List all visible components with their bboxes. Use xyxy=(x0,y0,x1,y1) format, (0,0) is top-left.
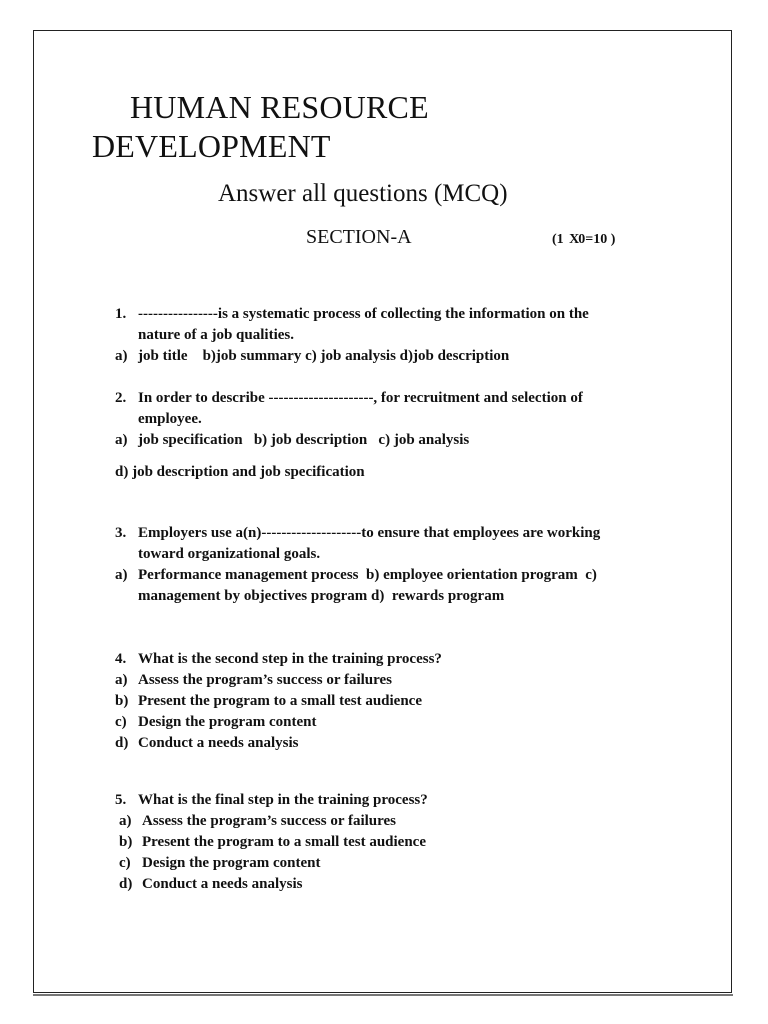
option-row xyxy=(115,691,442,712)
option-label: a) xyxy=(115,348,128,364)
option-label: c) xyxy=(119,855,131,871)
option-row xyxy=(119,832,432,853)
stem-line: What is the second step in the training process? xyxy=(138,651,442,667)
stem-line: ----------------is a systematic process of collecting the information on the xyxy=(138,306,589,322)
question-stem xyxy=(115,304,589,346)
option-row xyxy=(115,670,442,691)
option-row xyxy=(115,565,600,607)
title-line-1: HUMAN RESOURCE xyxy=(130,89,429,125)
option-label: a) xyxy=(119,813,132,829)
question-number: 1. xyxy=(115,306,127,322)
title-line-2: DEVELOPMENT xyxy=(92,128,331,164)
option-text: Assess the program’s success or failures xyxy=(138,672,393,688)
stem-line: What is the final step in the training process? xyxy=(138,792,428,808)
option-row xyxy=(115,712,442,733)
question-2 xyxy=(115,388,583,451)
question-stem xyxy=(115,388,583,430)
option-row xyxy=(119,811,432,832)
marks-allocation xyxy=(552,232,615,248)
question-5 xyxy=(115,790,428,895)
option-text: job specification b) job description c) job analysis xyxy=(138,432,470,448)
option-label: a) xyxy=(115,672,128,688)
option-label: c) xyxy=(115,714,127,730)
question-2-option-d: d) job description and job specification xyxy=(115,464,365,480)
option-text: Conduct a needs analysis xyxy=(142,876,303,892)
question-number: 2. xyxy=(115,390,127,406)
stem-line: In order to describe ---------------------, for recruitment and selection of xyxy=(138,390,583,406)
option-row xyxy=(115,430,583,451)
stem-line: employee. xyxy=(138,411,202,427)
question-3 xyxy=(115,523,600,607)
option-text: Conduct a needs analysis xyxy=(138,735,299,751)
option-text: Design the program content xyxy=(142,855,321,871)
stem-line: toward organizational goals. xyxy=(138,546,321,562)
question-stem xyxy=(115,523,600,565)
option-row xyxy=(115,346,589,367)
option-text: Present the program to a small test audience xyxy=(138,693,422,709)
instructions: Answer all questions (MCQ) xyxy=(218,180,508,207)
option-text: job title b)job summary c) job analysis d)job description xyxy=(138,348,510,364)
option-text: Design the program content xyxy=(138,714,317,730)
question-4 xyxy=(115,649,442,754)
marks-rest: 0=10 ) xyxy=(578,232,616,247)
question-number: 5. xyxy=(115,792,127,808)
option-label: d) xyxy=(115,735,129,751)
document-title xyxy=(92,88,429,166)
option-row xyxy=(115,733,442,754)
question-1 xyxy=(115,304,589,367)
question-number: 3. xyxy=(115,525,127,541)
page-border-shadow xyxy=(33,994,733,996)
stem-line: nature of a job qualities. xyxy=(138,327,294,343)
question-number: 4. xyxy=(115,651,127,667)
option-text-continued: management by objectives program d) rewards program xyxy=(138,588,505,604)
option-label: a) xyxy=(115,567,128,583)
option-label: d) xyxy=(119,876,133,892)
option-label: a) xyxy=(115,432,128,448)
question-stem xyxy=(115,790,428,811)
multiply-symbol: X xyxy=(569,232,580,247)
option-text: Performance management process b) employee orientation program c) xyxy=(138,567,597,583)
option-row xyxy=(119,853,432,874)
stem-line: Employers use a(n)--------------------to ensure that employees are working xyxy=(138,525,601,541)
question-stem xyxy=(115,649,442,670)
option-label: b) xyxy=(119,834,133,850)
option-text: Assess the program’s success or failures xyxy=(142,813,397,829)
option-row xyxy=(119,874,432,895)
option-text: Present the program to a small test audience xyxy=(142,834,426,850)
section-heading: SECTION-A xyxy=(306,226,412,248)
option-label: b) xyxy=(115,693,129,709)
marks-open: (1 xyxy=(552,232,564,247)
